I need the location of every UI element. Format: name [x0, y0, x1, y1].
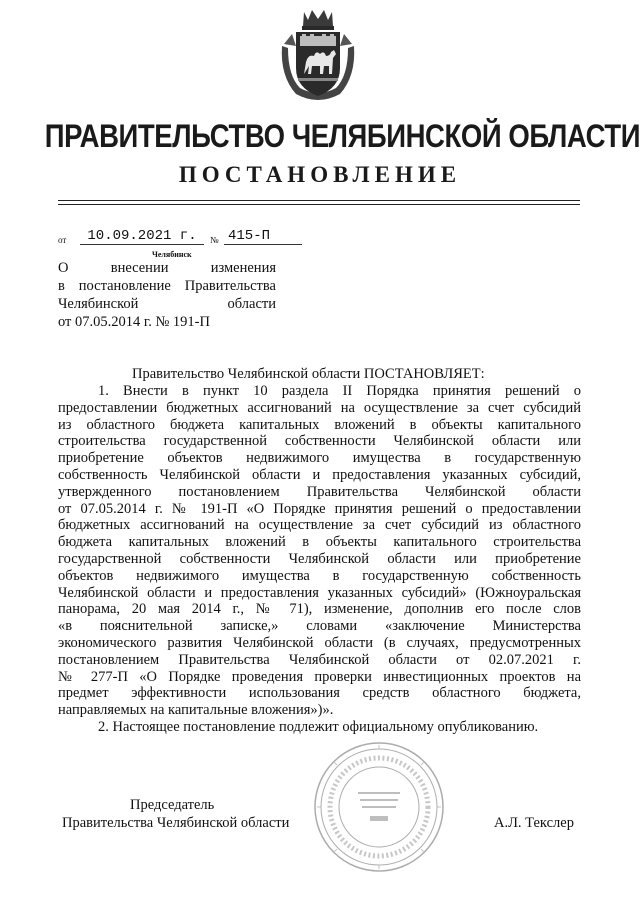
body-line: «в пояснительной записке,» словами «заключение Министерства: [58, 618, 581, 635]
signatory-name: А.Л. Текслер: [494, 815, 574, 831]
subject-line: О внесении изменения: [58, 260, 276, 276]
number-label: №: [210, 235, 219, 245]
body-line: № 277-П «О Порядке проведения проверки инвестиционных проектов на: [58, 668, 581, 685]
body-line: экономического развития Челябинской области (в случаях, предусмотренных: [58, 634, 581, 651]
document-type-title: ПОСТАНОВЛЕНИЕ: [178, 162, 462, 187]
body-line: Челябинской области и предоставления указанных субсидий» (Южноуральская: [58, 584, 581, 601]
official-seal-stamp: [312, 740, 446, 874]
preamble: Правительство Челябинской области ПОСТАНОВЛЯЕТ:: [132, 366, 485, 382]
body-line: объектов недвижимого имущества в государственную собственность: [58, 567, 581, 584]
header-divider-thick: [58, 204, 580, 205]
header-divider-thin: [58, 200, 580, 201]
government-title: ПРАВИТЕЛЬСТВО ЧЕЛЯБИНСКОЙ ОБЛАСТИ: [44, 118, 640, 154]
body-line: панорама, 20 мая 2014 г., № 71), изменение, дополнив его после слов: [58, 601, 581, 618]
body-line: 1. Внести в пункт 10 раздела II Порядка принятия решений о: [98, 383, 581, 399]
body-line: бюджетных ассигнований на осуществление за счет субсидий из областного: [58, 517, 581, 534]
body-line: собственность Челябинской области и предоставления указанных субсидий,: [58, 466, 581, 483]
body-line: предмет эффективности использования средств областного бюджета,: [58, 685, 581, 702]
subject-line: Челябинской области: [58, 296, 276, 312]
decree-date: 10.09.2021 г.: [80, 228, 204, 245]
subject-line: от 07.05.2014 г. № 191-П: [58, 314, 210, 330]
body-line: государственной собственности Челябинской области или приобретение: [58, 550, 581, 567]
body-line: из областного бюджета капитальных вложений в объекты капитального: [58, 416, 581, 433]
date-number-row: [58, 228, 298, 248]
decree-body: [58, 383, 581, 736]
signatory-title-line1: Председатель: [130, 797, 215, 813]
body-line: строительства государственной собственности Челябинской области или: [58, 433, 581, 450]
decree-subject: [58, 259, 276, 331]
body-line: направляемых на капитальные вложения»)».: [58, 702, 334, 719]
body-line: приобретение объектов недвижимого имущества в государственную: [58, 450, 581, 467]
body-line: бюджета капитальных вложений в объекты капитального строительства: [58, 534, 581, 551]
body-line: от 07.05.2014 г. № 191-П «О Порядке принятия решений о предоставлении: [58, 500, 581, 517]
signatory-title-line2: Правительства Челябинской области: [62, 815, 290, 831]
body-line: предоставлении бюджетных ассигнований на осуществление за счет субсидий: [58, 399, 581, 416]
body-line: утвержденного постановлением Правительства Челябинской области: [58, 483, 581, 500]
subject-line: в постановление Правительства: [58, 278, 276, 294]
coat-of-arms-emblem: [276, 6, 360, 106]
city-name: Челябинск: [152, 250, 192, 259]
date-from-label: от: [58, 235, 67, 245]
body-line: постановлением Правительства Челябинской области от 02.07.2021 г.: [58, 651, 581, 668]
decree-number: 415-П: [224, 228, 302, 245]
body-line: 2. Настоящее постановление подлежит официальному опубликованию.: [98, 718, 539, 735]
